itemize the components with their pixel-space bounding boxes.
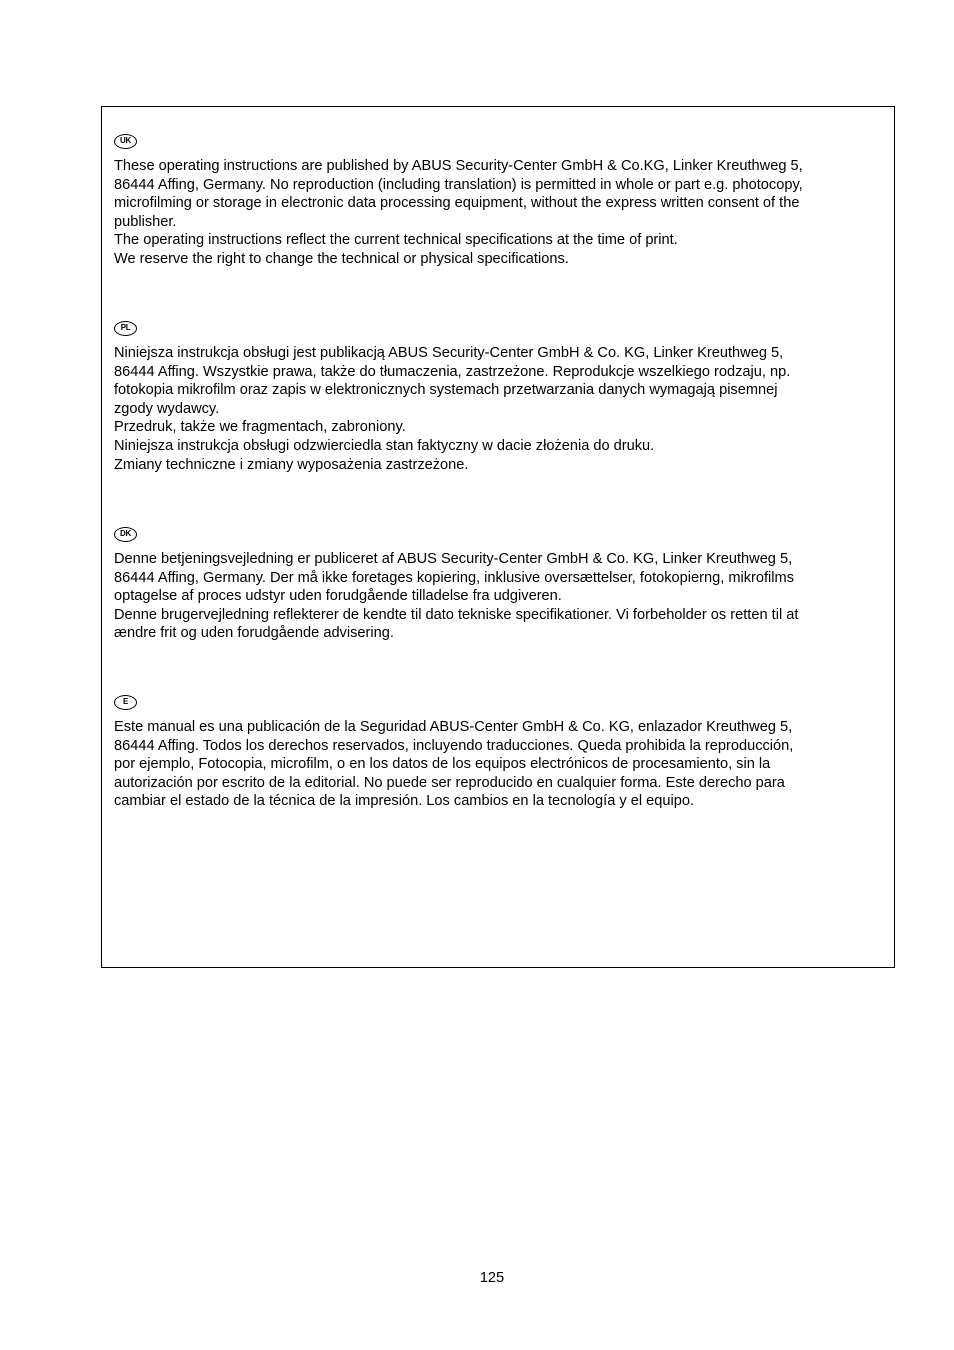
dk-language-badge-icon: DK (114, 527, 137, 542)
dk-legal-text: Denne betjeningsvejledning er publiceret af ABUS Security-Center GmbH & Co. KG, Linker Kreuthweg 5, 86444 Affing, Germany. Der må ikke foretages kopiering, inklusive oversættelser, fotokopierng, mikrofilms optagelse af proces udstyr uden forudgående tilladelse fra udgiveren. Denne brugervejledning reflekterer de kendte til dato tekniske specifikationer. Vi forbeholder os retten til at ændre frit og uden forudgående advisering. (114, 551, 799, 642)
legal-notice-frame (101, 106, 895, 968)
pl-language-badge-icon: PL (114, 321, 137, 336)
section-es (114, 695, 884, 811)
es-language-badge-icon: E (114, 695, 137, 710)
es-legal-text: Este manual es una publicación de la Seguridad ABUS-Center GmbH & Co. KG, enlazador Kreuthweg 5, 86444 Affing. Todos los derechos reservados, incluyendo traducciones. Queda prohibida la reproducción, por ejemplo, Fotocopia, microfilm, o en los datos de los equipos electrónicos de procesamiento, sin la autorización por escrito de la editorial. No puede ser reproducido en cualquier forma. Este derecho para cambiar el estado de la técnica de la impresión. Los cambios en la tecnología y el equipo. (114, 719, 794, 810)
uk-legal-text: These operating instructions are published by ABUS Security-Center GmbH & Co.KG, Linker Kreuthweg 5, 86444 Affing, Germany. No reproduction (including translation) is permitted in whole or part e.g. photocopy, microfilming or storage in electronic data processing equipment, without the express written consent of the publisher. The operating instructions reflect the current technical specifications at the time of print. We reserve the right to change the technical or physical specifications. (114, 158, 803, 267)
section-uk (114, 134, 884, 269)
page-number: 125 (479, 1270, 505, 1286)
section-dk (114, 527, 884, 643)
uk-language-badge-icon: UK (114, 134, 137, 149)
pl-legal-text: Niniejsza instrukcja obsługi jest publikacją ABUS Security-Center GmbH & Co. KG, Linker Kreuthweg 5, 86444 Affing. Wszystkie prawa, także do tłumaczenia, zastrzeżone. Reprodukcje wszelkiego rodzaju, np. fotokopia mikrofilm oraz zapis w elektronicznych systemach przetwarzania danych wymagają pisemnej zgody wydawcy. Przedruk, także we fragmentach, zabroniony. Niniejsza instrukcja obsługi odzwierciedla stan faktyczny w dacie złożenia do druku. Zmiany techniczne i zmiany wyposażenia zastrzeżone. (114, 345, 791, 473)
section-pl (114, 321, 884, 474)
